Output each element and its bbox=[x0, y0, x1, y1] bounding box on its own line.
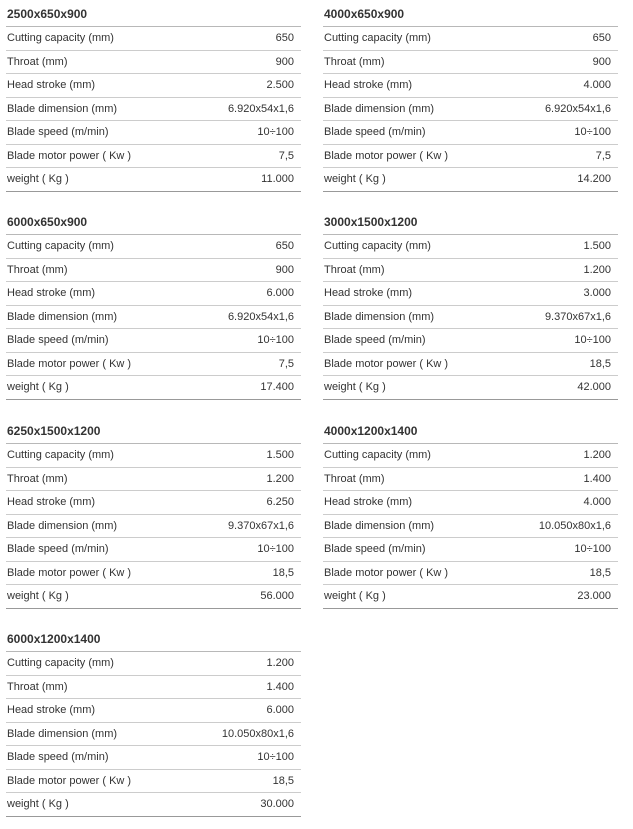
spec-label: Blade speed (m/min) bbox=[324, 543, 426, 556]
spec-block bbox=[323, 418, 618, 609]
spec-value: 10.050x80x1,6 bbox=[221, 727, 294, 740]
spec-row-blade-motor-power bbox=[323, 353, 618, 377]
spec-row-weight bbox=[323, 585, 618, 609]
spec-value: 18,5 bbox=[272, 774, 294, 787]
spec-row-weight bbox=[6, 168, 301, 192]
spec-value: 650 bbox=[592, 32, 611, 45]
spec-value: 10÷100 bbox=[574, 543, 611, 556]
spec-value: 30.000 bbox=[260, 798, 294, 811]
spec-label: Cutting capacity (mm) bbox=[7, 657, 114, 670]
spec-row-throat bbox=[6, 259, 301, 283]
spec-row-blade-motor-power bbox=[323, 562, 618, 586]
spec-row-weight bbox=[323, 376, 618, 400]
spec-title: 3000x1500x1200 bbox=[323, 209, 618, 235]
spec-value: 10÷100 bbox=[574, 126, 611, 139]
spec-label: Blade dimension (mm) bbox=[324, 310, 435, 323]
spec-block bbox=[323, 209, 618, 400]
spec-value: 18,5 bbox=[589, 357, 611, 370]
spec-label: Cutting capacity (mm) bbox=[7, 240, 114, 253]
spec-value: 11.000 bbox=[261, 173, 294, 186]
spec-value: 900 bbox=[275, 55, 294, 68]
spec-row-head-stroke bbox=[6, 74, 301, 98]
spec-row-head-stroke bbox=[6, 491, 301, 515]
spec-label: Cutting capacity (mm) bbox=[7, 449, 114, 462]
spec-label: Blade motor power ( Kw ) bbox=[324, 566, 449, 579]
spec-row-blade-speed bbox=[6, 121, 301, 145]
spec-block bbox=[6, 1, 301, 192]
spec-value: 4.000 bbox=[583, 79, 611, 92]
spec-row-weight bbox=[6, 793, 301, 817]
spec-value: 6.920x54x1,6 bbox=[227, 102, 294, 115]
spec-row-throat bbox=[323, 259, 618, 283]
spec-label: Blade dimension (mm) bbox=[324, 102, 435, 115]
spec-row-blade-motor-power bbox=[6, 353, 301, 377]
spec-label: Head stroke (mm) bbox=[324, 79, 413, 92]
spec-label: Blade speed (m/min) bbox=[7, 126, 109, 139]
spec-block bbox=[6, 209, 301, 400]
spec-row-cutting-capacity bbox=[6, 652, 301, 676]
spec-row-weight bbox=[6, 585, 301, 609]
spec-row-cutting-capacity bbox=[323, 235, 618, 259]
spec-title: 6250x1500x1200 bbox=[6, 418, 301, 444]
spec-label: Blade dimension (mm) bbox=[7, 102, 118, 115]
spec-label: Cutting capacity (mm) bbox=[324, 240, 431, 253]
spec-row-cutting-capacity bbox=[323, 27, 618, 51]
spec-value: 900 bbox=[275, 263, 294, 276]
spec-label: Head stroke (mm) bbox=[324, 496, 413, 509]
spec-row-blade-motor-power bbox=[6, 145, 301, 169]
spec-label: Throat (mm) bbox=[324, 472, 385, 485]
spec-value: 23.000 bbox=[577, 590, 611, 603]
spec-title: 6000x650x900 bbox=[6, 209, 301, 235]
spec-row-blade-speed bbox=[6, 538, 301, 562]
spec-row-blade-speed bbox=[323, 538, 618, 562]
spec-row-blade-dimension bbox=[6, 306, 301, 330]
spec-row-blade-dimension bbox=[6, 723, 301, 747]
spec-label: Head stroke (mm) bbox=[324, 287, 413, 300]
spec-label: Blade speed (m/min) bbox=[7, 334, 109, 347]
spec-label: Blade motor power ( Kw ) bbox=[7, 774, 132, 787]
spec-label: Blade motor power ( Kw ) bbox=[7, 357, 132, 370]
spec-value: 14.200 bbox=[577, 173, 611, 186]
spec-value: 2.500 bbox=[266, 79, 294, 92]
spec-label: Blade dimension (mm) bbox=[324, 519, 435, 532]
spec-value: 900 bbox=[592, 55, 611, 68]
spec-label: weight ( Kg ) bbox=[324, 590, 386, 603]
spec-value: 1.400 bbox=[266, 680, 294, 693]
spec-row-blade-speed bbox=[323, 329, 618, 353]
spec-row-cutting-capacity bbox=[6, 235, 301, 259]
spec-label: Blade motor power ( Kw ) bbox=[7, 566, 132, 579]
spec-label: Head stroke (mm) bbox=[7, 287, 96, 300]
spec-row-cutting-capacity bbox=[6, 27, 301, 51]
spec-value: 6.250 bbox=[266, 496, 294, 509]
spec-label: Head stroke (mm) bbox=[7, 704, 96, 717]
spec-label: Blade dimension (mm) bbox=[7, 519, 118, 532]
spec-row-blade-dimension bbox=[323, 306, 618, 330]
spec-row-weight bbox=[323, 168, 618, 192]
spec-label: weight ( Kg ) bbox=[7, 173, 69, 186]
spec-row-head-stroke bbox=[6, 282, 301, 306]
spec-row-blade-motor-power bbox=[323, 145, 618, 169]
spec-value: 1.200 bbox=[583, 263, 611, 276]
spec-row-blade-dimension bbox=[323, 515, 618, 539]
spec-row-blade-speed bbox=[6, 746, 301, 770]
spec-label: Blade motor power ( Kw ) bbox=[7, 149, 132, 162]
spec-row-blade-dimension bbox=[6, 515, 301, 539]
spec-label: Blade motor power ( Kw ) bbox=[324, 357, 449, 370]
spec-label: Head stroke (mm) bbox=[7, 496, 96, 509]
spec-value: 4.000 bbox=[583, 496, 611, 509]
spec-value: 56.000 bbox=[260, 590, 294, 603]
spec-label: Throat (mm) bbox=[7, 472, 68, 485]
spec-row-blade-dimension bbox=[323, 98, 618, 122]
spec-value: 10÷100 bbox=[257, 126, 294, 139]
spec-label: Blade speed (m/min) bbox=[7, 751, 109, 764]
spec-row-throat bbox=[323, 51, 618, 75]
spec-value: 10÷100 bbox=[257, 543, 294, 556]
spec-label: Head stroke (mm) bbox=[7, 79, 96, 92]
spec-label: weight ( Kg ) bbox=[7, 590, 69, 603]
spec-value: 6.000 bbox=[266, 287, 294, 300]
spec-row-head-stroke bbox=[323, 491, 618, 515]
spec-row-head-stroke bbox=[6, 699, 301, 723]
spec-row-head-stroke bbox=[323, 74, 618, 98]
spec-row-blade-speed bbox=[6, 329, 301, 353]
spec-row-throat bbox=[323, 468, 618, 492]
spec-label: Blade speed (m/min) bbox=[7, 543, 109, 556]
spec-label: weight ( Kg ) bbox=[324, 173, 386, 186]
spec-block bbox=[6, 626, 301, 817]
spec-value: 3.000 bbox=[583, 287, 611, 300]
spec-value: 42.000 bbox=[577, 381, 611, 394]
spec-value: 1.500 bbox=[266, 449, 294, 462]
spec-label: Throat (mm) bbox=[7, 263, 68, 276]
spec-label: Cutting capacity (mm) bbox=[324, 449, 431, 462]
spec-value: 650 bbox=[275, 240, 294, 253]
spec-label: Throat (mm) bbox=[324, 263, 385, 276]
spec-row-blade-motor-power bbox=[6, 562, 301, 586]
spec-value: 10.050x80x1,6 bbox=[538, 519, 611, 532]
spec-value: 7,5 bbox=[278, 149, 294, 162]
spec-label: Blade speed (m/min) bbox=[324, 334, 426, 347]
spec-block bbox=[6, 418, 301, 609]
spec-row-cutting-capacity bbox=[323, 444, 618, 468]
spec-value: 18,5 bbox=[589, 566, 611, 579]
spec-label: Cutting capacity (mm) bbox=[7, 32, 114, 45]
spec-value: 1.200 bbox=[266, 472, 294, 485]
spec-label: weight ( Kg ) bbox=[324, 381, 386, 394]
spec-title: 2500x650x900 bbox=[6, 1, 301, 27]
spec-value: 10÷100 bbox=[257, 751, 294, 764]
spec-value: 1.500 bbox=[583, 240, 611, 253]
spec-value: 17.400 bbox=[260, 381, 294, 394]
spec-title: 4000x650x900 bbox=[323, 1, 618, 27]
spec-value: 7,5 bbox=[278, 357, 294, 370]
spec-row-throat bbox=[6, 468, 301, 492]
spec-block bbox=[323, 1, 618, 192]
spec-value: 6.920x54x1,6 bbox=[227, 310, 294, 323]
spec-label: Blade speed (m/min) bbox=[324, 126, 426, 139]
spec-value: 1.200 bbox=[583, 449, 611, 462]
spec-row-head-stroke bbox=[323, 282, 618, 306]
spec-label: Throat (mm) bbox=[7, 680, 68, 693]
spec-value: 650 bbox=[275, 32, 294, 45]
spec-row-blade-motor-power bbox=[6, 770, 301, 794]
spec-value: 7,5 bbox=[595, 149, 611, 162]
spec-value: 10÷100 bbox=[257, 334, 294, 347]
spec-title: 4000x1200x1400 bbox=[323, 418, 618, 444]
spec-label: Blade dimension (mm) bbox=[7, 727, 118, 740]
spec-value: 6.000 bbox=[266, 704, 294, 717]
spec-row-throat bbox=[6, 676, 301, 700]
spec-row-cutting-capacity bbox=[6, 444, 301, 468]
spec-value: 6.920x54x1,6 bbox=[544, 102, 611, 115]
spec-value: 9.370x67x1,6 bbox=[227, 519, 294, 532]
spec-row-throat bbox=[6, 51, 301, 75]
spec-value: 18,5 bbox=[272, 566, 294, 579]
spec-value: 1.400 bbox=[583, 472, 611, 485]
spec-label: weight ( Kg ) bbox=[7, 798, 69, 811]
spec-label: Throat (mm) bbox=[324, 55, 385, 68]
spec-label: weight ( Kg ) bbox=[7, 381, 69, 394]
spec-row-blade-dimension bbox=[6, 98, 301, 122]
spec-row-weight bbox=[6, 376, 301, 400]
spec-value: 1.200 bbox=[266, 657, 294, 670]
spec-value: 9.370x67x1,6 bbox=[544, 310, 611, 323]
spec-label: Blade dimension (mm) bbox=[7, 310, 118, 323]
spec-value: 10÷100 bbox=[574, 334, 611, 347]
spec-label: Blade motor power ( Kw ) bbox=[324, 149, 449, 162]
spec-row-blade-speed bbox=[323, 121, 618, 145]
spec-label: Cutting capacity (mm) bbox=[324, 32, 431, 45]
spec-label: Throat (mm) bbox=[7, 55, 68, 68]
spec-title: 6000x1200x1400 bbox=[6, 626, 301, 652]
